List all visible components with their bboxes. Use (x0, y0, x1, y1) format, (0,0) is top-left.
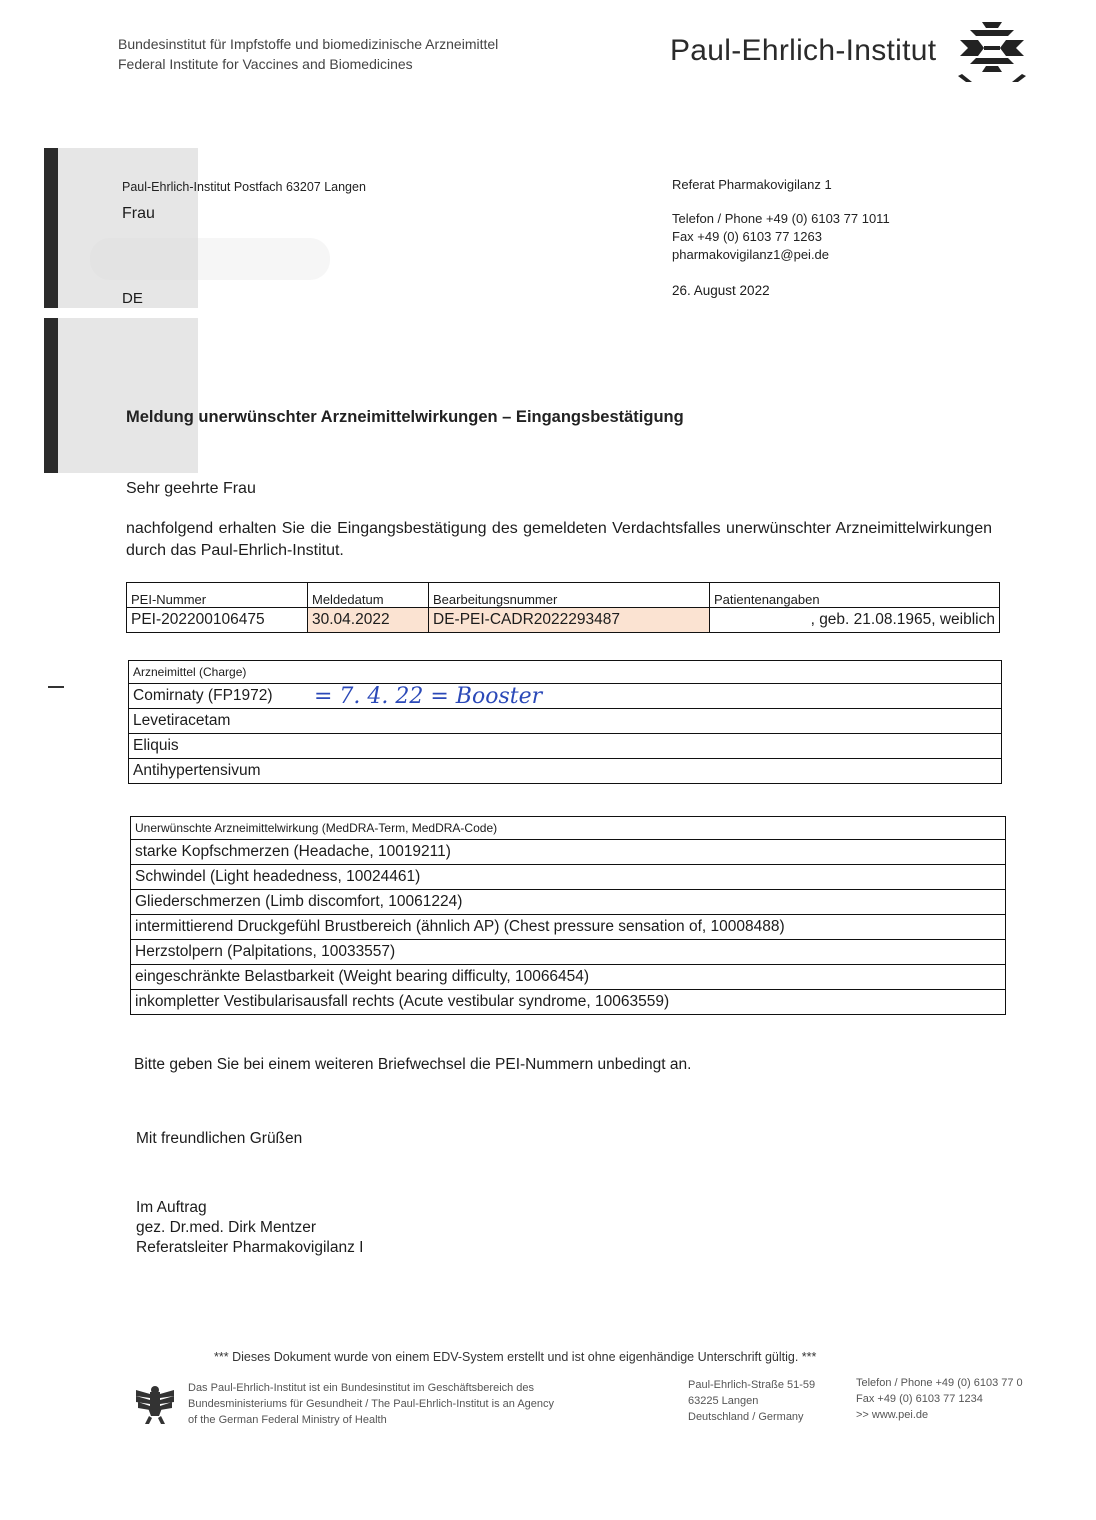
medication-item: Levetiracetam (129, 709, 1002, 734)
table-row (127, 608, 1000, 633)
table-row (131, 965, 1006, 990)
address-window-shade (58, 148, 198, 308)
address-city: 63225 Langen (688, 1395, 759, 1407)
reaction-item: Gliederschmerzen (Limb discomfort, 10061224) (131, 890, 1006, 915)
fold-mark-shade (58, 318, 198, 473)
pei-logo-icon (952, 18, 1032, 88)
contact-block (672, 176, 890, 264)
header-report-date: Meldedatum (308, 583, 429, 608)
adverse-reactions-table (130, 816, 1006, 1015)
institute-name (118, 34, 498, 74)
value-patient-info: , geb. 21.08.1965, weiblich (710, 608, 1000, 633)
medication-item: Comirnaty (FP1972) (129, 684, 1002, 709)
handwritten-note: = 7. 4. 22 = Booster (314, 684, 543, 709)
table-row (129, 684, 1002, 709)
redacted-address (90, 238, 330, 280)
footer-contact (856, 1375, 1023, 1423)
institute-name-en: Federal Institute for Vaccines and Biomedicines (118, 56, 413, 72)
agency-line: Bundesministeriums für Gesundheit / The Paul-Ehrlich-Institut is an Agency (188, 1398, 555, 1410)
reaction-item: Herzstolpern (Palpitations, 10033557) (131, 940, 1006, 965)
footer-fax: Fax +49 (0) 6103 77 1234 (856, 1393, 983, 1405)
agency-line: Das Paul-Ehrlich-Institut ist ein Bundesinstitut im Geschäftsbereich des (188, 1382, 535, 1394)
edv-notice: *** Dieses Dokument wurde von einem EDV-System erstellt und ist ohne eigenhändige Unterschrift gültig. *** (214, 1350, 817, 1364)
table-row (129, 709, 1002, 734)
table-row (131, 865, 1006, 890)
contact-fax: Fax +49 (0) 6103 77 1263 (672, 229, 822, 244)
signature-name: gez. Dr.med. Dirk Mentzer (136, 1219, 317, 1236)
recipient-salutation: Frau (122, 205, 155, 222)
margin-tick (48, 686, 64, 688)
pei-title: Paul-Ehrlich-Institut (670, 34, 937, 67)
letter-subject: Meldung unerwünschter Arzneimittelwirkungen – Eingangsbestätigung (126, 408, 684, 426)
table-row (131, 840, 1006, 865)
table-row (127, 583, 1000, 608)
footer-web: >> www.pei.de (856, 1409, 929, 1421)
header-pei-number: PEI-Nummer (127, 583, 308, 608)
header-processing-number: Bearbeitungsnummer (429, 583, 710, 608)
table-row (129, 661, 1002, 684)
reference-note: Bitte geben Sie bei einem weiteren Briefwechsel die PEI-Nummern unbedingt an. (134, 1056, 692, 1073)
letter-greeting: Sehr geehrte Frau (126, 480, 256, 497)
intro-paragraph: nachfolgend erhalten Sie die Eingangsbestätigung des gemeldeten Verdachtsfalles unerwünschter Arzneimittelwirkungen durch das Paul-Ehrlich-Institut. (126, 520, 992, 559)
address-country: Deutschland / Germany (688, 1411, 804, 1423)
reaction-item: eingeschränkte Belastbarkeit (Weight bearing difficulty, 10066454) (131, 965, 1006, 990)
agency-line: of the German Federal Ministry of Health (188, 1414, 387, 1426)
table-row (129, 759, 1002, 784)
fold-mark-bar (44, 318, 58, 473)
table-row (131, 890, 1006, 915)
contact-phone: Telefon / Phone +49 (0) 6103 77 1011 (672, 211, 890, 226)
footer-address (688, 1377, 815, 1425)
table-row (131, 817, 1006, 840)
signature-title: Referatsleiter Pharmakovigilanz I (136, 1239, 364, 1256)
address-street: Paul-Ehrlich-Straße 51-59 (688, 1379, 816, 1391)
medication-header: Arzneimittel (Charge) (129, 661, 1002, 684)
case-info-table (126, 582, 1000, 633)
table-row (129, 734, 1002, 759)
closing-phrase: Mit freundlichen Grüßen (136, 1130, 303, 1147)
medication-table (128, 660, 1002, 784)
sender-line: Paul-Ehrlich-Institut Postfach 63207 Langen (122, 180, 366, 194)
reaction-item: inkompletter Vestibularisausfall rechts (Acute vestibular syndrome, 10063559) (131, 990, 1006, 1015)
recipient-country: DE (122, 290, 143, 307)
institute-name-de: Bundesinstitut für Impfstoffe und biomedizinische Arzneimittel (118, 36, 499, 52)
reactions-header: Unerwünschte Arzneimittelwirkung (MedDRA-Term, MedDRA-Code) (131, 817, 1006, 840)
table-row (131, 990, 1006, 1015)
reaction-item: starke Kopfschmerzen (Headache, 10019211) (131, 840, 1006, 865)
signature-line: Im Auftrag (136, 1199, 207, 1216)
contact-email: pharmakovigilanz1@pei.de (672, 247, 830, 262)
medication-item: Antihypertensivum (129, 759, 1002, 784)
footer-phone: Telefon / Phone +49 (0) 6103 77 0 (856, 1377, 1023, 1389)
department: Referat Pharmakovigilanz 1 (672, 177, 832, 192)
header-patient-info: Patientenangaben (710, 583, 1000, 608)
reaction-item: intermittierend Druckgefühl Brustbereich (ähnlich AP) (Chest pressure sensation of, 10008488) (131, 915, 1006, 940)
value-pei-number: PEI-202200106475 (127, 608, 308, 633)
reaction-item: Schwindel (Light headedness, 10024461) (131, 865, 1006, 890)
value-processing-number: DE-PEI-CADR2022293487 (429, 608, 710, 633)
agency-statement (188, 1380, 554, 1428)
value-report-date: 30.04.2022 (308, 608, 429, 633)
federal-eagle-icon (134, 1382, 176, 1426)
signature-block (136, 1198, 363, 1258)
table-row (131, 940, 1006, 965)
medication-item: Eliquis (129, 734, 1002, 759)
table-row (131, 915, 1006, 940)
letter-date: 26. August 2022 (672, 283, 770, 298)
address-window-bar (44, 148, 58, 308)
